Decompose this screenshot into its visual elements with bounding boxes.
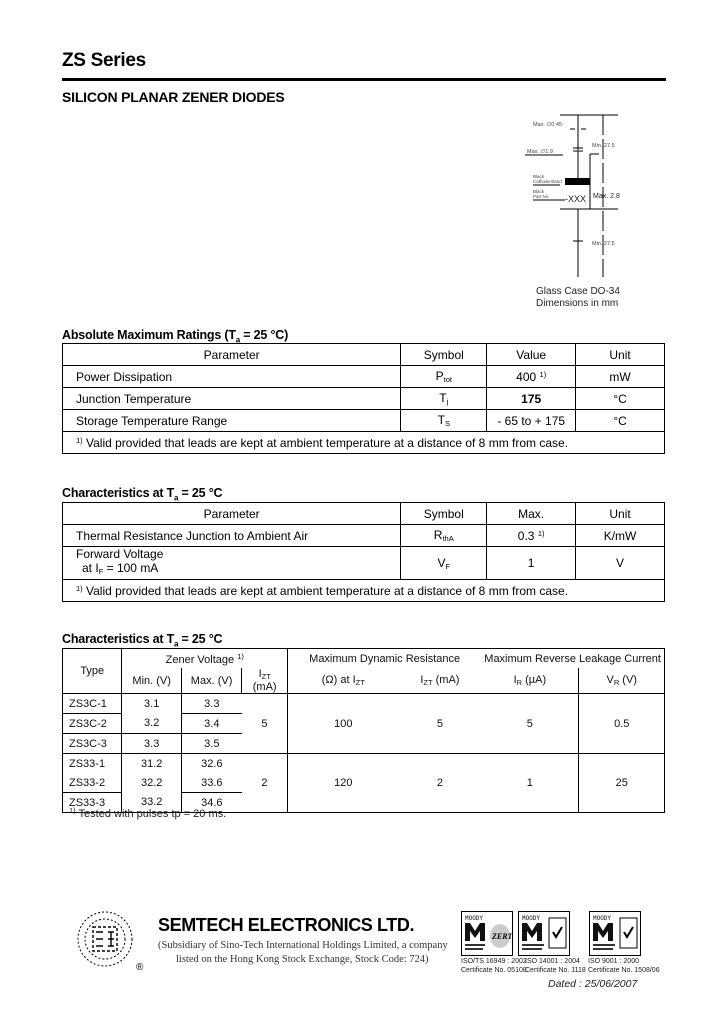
do34-outline-icon: [515, 112, 665, 312]
col-header: Symbol: [401, 503, 487, 525]
cell-min: 33.2: [122, 793, 181, 813]
svg-text:Cathode Band: Cathode Band: [533, 179, 562, 184]
col-header: Parameter: [63, 503, 401, 525]
table-row: [63, 410, 665, 432]
cell-type: ZS3C-3: [63, 734, 122, 754]
cell-min: 3.2: [122, 714, 181, 734]
diagram-caption-case: Glass Case DO-34: [536, 286, 620, 297]
cell-type: ZS3C-2: [63, 714, 122, 734]
table-row: [63, 754, 665, 774]
cell-parameter: Power Dissipation: [63, 366, 401, 388]
cell-unit: K/mW: [576, 525, 665, 547]
cell-type: ZS3C-1: [63, 694, 122, 714]
cell-symbol: $R_{thA}$: [401, 525, 487, 547]
cell-unit: V: [576, 547, 665, 580]
col-header: Parameter: [63, 344, 401, 366]
svg-text:Max. ∅1.9: Max. ∅1.9: [527, 149, 553, 155]
svg-text:MOODY: MOODY: [465, 915, 484, 922]
cell-parameter: Junction Temperature: [63, 388, 401, 410]
col-header: Max.: [487, 503, 576, 525]
cell-unit: °C: [576, 388, 665, 410]
company-name: SEMTECH ELECTRONICS LTD.: [158, 915, 415, 935]
table-header-row: [63, 503, 665, 525]
col-header: Symbol: [401, 344, 487, 366]
cert-badge-iso-ts16949: [461, 911, 513, 956]
footnote: $^{1)}$ Valid provided that leads are kept at ambient temperature at a distance of 8 mm from case.: [63, 432, 665, 454]
cell-parameter: Storage Temperature Range: [63, 410, 401, 432]
table-footnote-row: [63, 432, 665, 454]
svg-text:Part No.: Part No.: [533, 194, 550, 199]
cell-max: 34.6: [181, 793, 241, 813]
svg-text:Max. 2.8: Max. 2.8: [593, 193, 620, 200]
cert-label-3: ISO 9001 : 2000 Certificate No. 1508/06: [588, 958, 660, 974]
cell-type: ZS33-3: [63, 793, 122, 813]
col-header-zener-voltage: Zener Voltage $^{1)}$: [122, 649, 288, 669]
char1-table: [62, 502, 665, 602]
cell-max: 3.3: [181, 694, 241, 714]
col-header-dynamic-resistance: Maximum Dynamic Resistance: [288, 649, 482, 669]
svg-text:Min. 27.5: Min. 27.5: [592, 241, 615, 247]
col-header-izt: $I_{ZT}$ (mA): [242, 668, 288, 694]
cert-badge-iso-14001: [518, 911, 570, 956]
table-row: [63, 694, 665, 714]
cell-symbol: $T_S$: [401, 410, 487, 432]
package-outline-diagram: [515, 112, 665, 312]
moody-ukas-icon: [590, 912, 640, 955]
zener-table-footnote: $^{1)}$ Tested with pulses tp = 20 ms.: [69, 806, 227, 820]
table-row: [63, 547, 665, 580]
cell-rz: 120: [288, 754, 399, 813]
cell-unit: °C: [576, 410, 665, 432]
cell-value: 1: [487, 547, 576, 580]
cert-label-2: ISO 14001 : 2004 Certificate No. 1118: [525, 958, 586, 974]
diagram-caption: [536, 286, 620, 310]
cell-max: 32.6: [201, 757, 223, 770]
cell-rz: 100: [288, 694, 399, 754]
table-header-row: [63, 649, 665, 669]
col-header-rz-izt: $I_{ZT}$ (mA): [399, 668, 482, 694]
moody-ukas-icon: [519, 912, 569, 955]
col-header-vr: $V_R$ (V): [579, 668, 665, 694]
table-row: [63, 388, 665, 410]
semtech-logo: [76, 910, 134, 968]
cell-type: ZS33-1: [63, 754, 122, 774]
cell-max: 33.6: [181, 773, 241, 793]
svg-text:Min. 27.5: Min. 27.5: [592, 143, 615, 149]
svg-text:-XXX: -XXX: [565, 194, 587, 204]
cell-ir: 5: [481, 694, 579, 754]
title-rule: [62, 78, 666, 81]
cell-parameter: Thermal Resistance Junction to Ambient Air: [63, 525, 401, 547]
col-header: Value: [487, 344, 576, 366]
char1-title: Characteristics at $T_a = 25$ °C: [62, 486, 223, 503]
cell-symbol: $P_{tot}$: [401, 366, 487, 388]
table-row: [63, 525, 665, 547]
semtech-logo-icon: [76, 910, 134, 968]
cell-ir: 1: [481, 754, 579, 813]
svg-text:Black: Black: [533, 174, 545, 179]
cell-value: 400 $^{1)}$: [487, 366, 576, 388]
table-footnote-row: [63, 580, 665, 602]
cell-value: - 65 to + 175: [487, 410, 576, 432]
page-subtitle: SILICON PLANAR ZENER DIODES: [62, 89, 285, 105]
cell-value: 0.3 $^{1)}$: [487, 525, 576, 547]
abs-max-title: Absolute Maximum Ratings ($T_a = 25$ °C): [62, 328, 289, 345]
cell-max: 3.5: [181, 734, 241, 754]
table-row: [63, 366, 665, 388]
col-header: Unit: [576, 344, 665, 366]
col-header-min: Min. (V): [122, 668, 181, 694]
cell-izt: 2: [242, 754, 288, 813]
cert-label-1: ISO/TS 16949 : 2002 Certificate No. 05108: [461, 958, 527, 974]
col-header-ir: $I_R$ (µA): [481, 668, 579, 694]
svg-text:Black: Black: [533, 189, 545, 194]
moody-zert-icon: [462, 912, 512, 955]
cell-symbol: $T_j$: [401, 388, 487, 410]
cell-rz-izt: 5: [399, 694, 482, 754]
cell-izt: 5: [242, 694, 288, 754]
cell-min: 3.3: [122, 734, 181, 754]
char2-title: Characteristics at $T_a = 25$ °C: [62, 632, 223, 649]
col-header-rz: (Ω) at $I_{ZT}$: [288, 668, 399, 694]
cell-vr: 0.5: [579, 694, 665, 754]
cell-vr: 25: [579, 754, 665, 813]
svg-text:ZERT: ZERT: [492, 932, 512, 941]
cell-value: 175: [487, 388, 576, 410]
svg-text:MOODY: MOODY: [593, 915, 612, 922]
svg-text:Max. ∅0.45: Max. ∅0.45: [533, 122, 562, 128]
col-header: Unit: [576, 503, 665, 525]
cell-type: ZS33-2: [63, 773, 122, 793]
cell-symbol: $V_F$: [401, 547, 487, 580]
dated-stamp: Dated : 25/06/2007: [548, 978, 638, 990]
footnote: $^{1)}$ Valid provided that leads are kept at ambient temperature at a distance of 8 mm from case.: [63, 580, 665, 602]
col-header-max: Max. (V): [181, 668, 241, 694]
diagram-caption-units: Dimensions in mm: [536, 298, 619, 309]
page-title: ZS Series: [62, 50, 146, 71]
table-subheader-row: [63, 668, 665, 694]
col-header-leakage: Maximum Reverse Leakage Current: [481, 649, 664, 669]
cell-min: 31.2: [122, 754, 181, 774]
cell-unit: mW: [576, 366, 665, 388]
cell-min: 3.1: [122, 694, 181, 714]
cell-min: 32.2: [122, 773, 181, 793]
cell-max: 3.4: [181, 714, 241, 734]
zener-characteristics-table: [62, 648, 665, 813]
col-header-type: Type: [63, 649, 122, 694]
abs-max-table: [62, 343, 665, 454]
cell-parameter: Forward Voltage at $I_F = 100$ mA: [63, 547, 401, 580]
svg-text:MOODY: MOODY: [522, 915, 541, 922]
cell-rz-izt: 2: [399, 754, 482, 813]
table-header-row: [63, 344, 665, 366]
company-subsidiary-note: (Subsidiary of Sino-Tech International Holdings Limited, a company listed on the Hong Kong Stock Exchange, Stock Code: 724): [158, 940, 448, 965]
cert-badge-iso-9001: [589, 911, 641, 956]
registered-mark: ®: [136, 962, 144, 973]
